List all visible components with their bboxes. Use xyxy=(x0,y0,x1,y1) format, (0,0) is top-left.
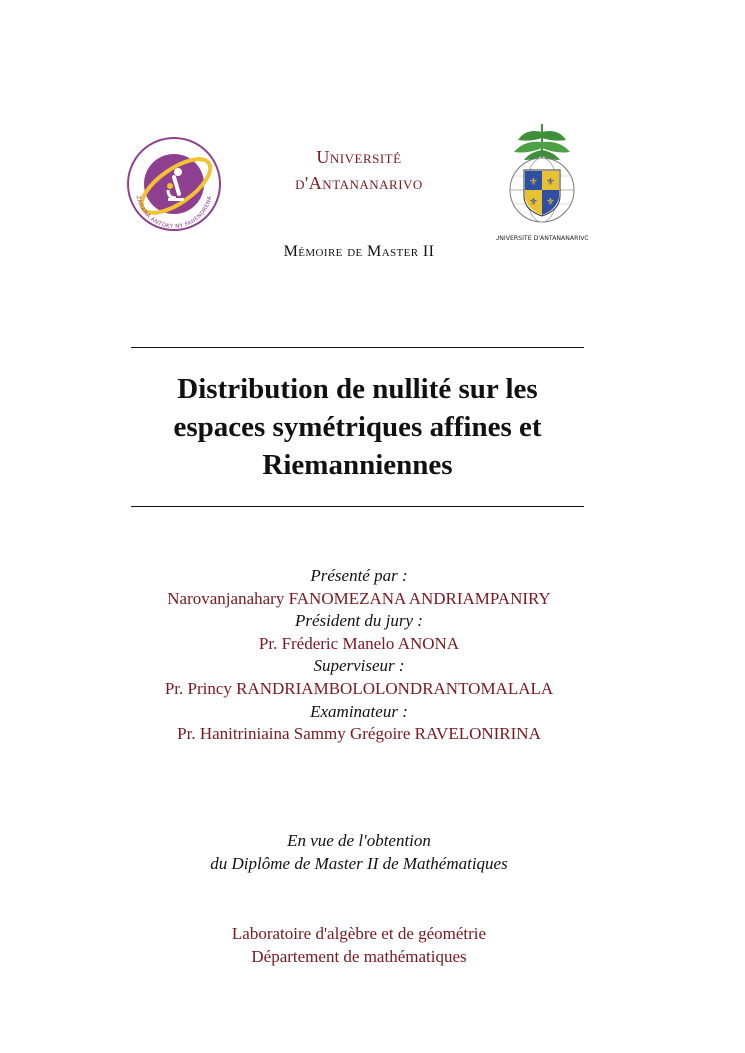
svg-text:⚜: ⚜ xyxy=(529,177,538,188)
examiner-label: Examinateur : xyxy=(310,701,408,721)
presented-by-label: Présenté par : xyxy=(310,566,408,585)
degree-purpose-line1: En vue de l'obtention xyxy=(287,831,431,850)
jury-block xyxy=(0,565,718,746)
degree-purpose-line2: du Diplôme de Master II de Mathématiques xyxy=(210,853,508,873)
president-name: Pr. Fréderic Manelo ANONA xyxy=(258,633,460,653)
title-top-rule xyxy=(131,347,584,348)
thesis-title-line1: Distribution de nullité sur les xyxy=(177,373,538,405)
university-name-line2: d'Antananarivo xyxy=(295,173,423,193)
laboratory-block xyxy=(0,922,718,968)
coat-of-arms-caption: UNIVERSITE D'ANTANANARIVO xyxy=(496,235,588,242)
seal-ring-text-bottom: ZAHANA ANTOKY NY FAHENDRENA xyxy=(134,195,214,231)
coat-of-arms-icon xyxy=(496,118,588,244)
thesis-title-line3: Riemanniennes xyxy=(262,449,453,481)
department-name: Département de mathématiques xyxy=(251,947,467,966)
thesis-title-line2: espaces symétriques affines et xyxy=(173,411,542,443)
author-name: Narovanjanahary FANOMEZANA ANDRIAMPANIRY xyxy=(167,588,551,608)
supervisor-name: Pr. Princy RANDRIAMBOLOLONDRANTOMALALA xyxy=(164,678,554,698)
seal-ring-text xyxy=(124,132,224,135)
svg-text:⚜: ⚜ xyxy=(529,197,538,208)
title-bottom-rule xyxy=(131,506,584,507)
degree-purpose xyxy=(0,830,718,875)
university-name-line1: Université xyxy=(316,147,402,167)
laboratory-name: Laboratoire d'algèbre et de géométrie xyxy=(231,924,487,943)
supervisor-label: Superviseur : xyxy=(313,656,405,676)
svg-text:⚜: ⚜ xyxy=(546,177,555,188)
svg-text:⚜: ⚜ xyxy=(546,197,555,208)
president-label: Président du jury : xyxy=(295,611,423,631)
examiner-name: Pr. Hanitriniaina Sammy Grégoire RAVELONIRINA xyxy=(177,724,541,744)
university-coat-of-arms-logo xyxy=(496,118,588,244)
document-type: Mémoire de Master II xyxy=(283,243,435,260)
thesis-title xyxy=(131,370,584,484)
